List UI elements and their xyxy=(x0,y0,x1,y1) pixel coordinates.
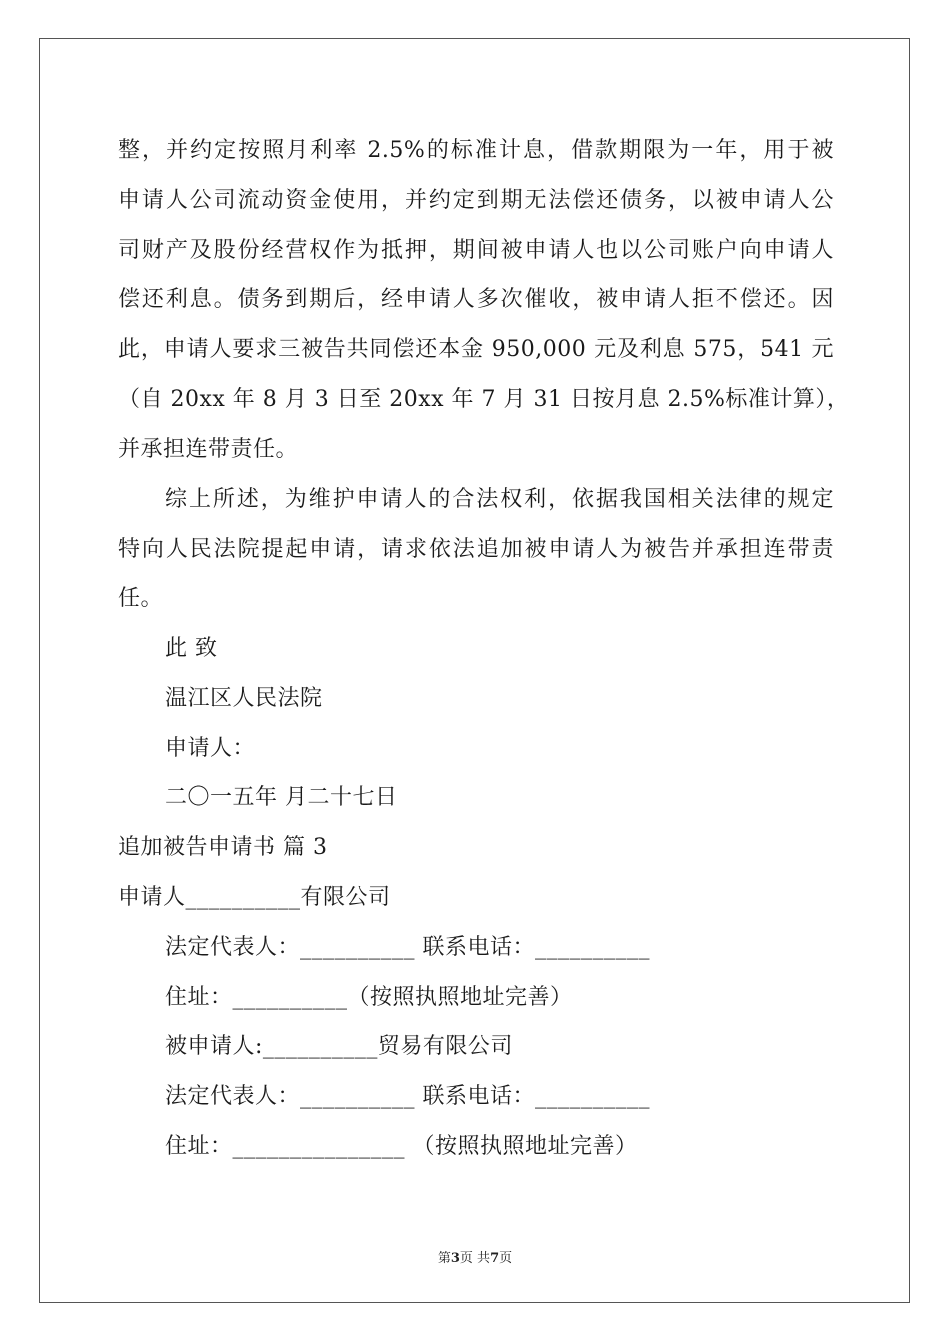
body-line: 司财产及股份经营权作为抵押，期间被申请人也以公司账户向申请人 xyxy=(118,238,834,263)
applicant-address-field: 住址：__________（按照执照地址完善） xyxy=(165,985,573,1010)
page-footer xyxy=(0,1247,950,1266)
body-line: （自 20xx 年 8 月 3 日至 20xx 年 7 月 31 日按月息 2.5%标准计算）， xyxy=(118,387,850,412)
respondent-representative-field: 法定代表人：__________ 联系电话：__________ xyxy=(165,1084,650,1109)
footer-prefix: 第 xyxy=(437,1251,451,1266)
court-name: 温江区人民法院 xyxy=(165,686,323,711)
conclusion-line: 特向人民法院提起申请，请求依法追加被申请人为被告并承担连带责 xyxy=(118,537,834,562)
page-border xyxy=(39,38,910,1303)
conclusion-line: 综上所述，为维护申请人的合法权利，依据我国相关法律的规定 xyxy=(165,487,834,512)
body-line: 偿还利息。债务到期后，经申请人多次催收，被申请人拒不偿还。因 xyxy=(118,287,834,312)
conclusion-line: 任。 xyxy=(118,586,164,611)
body-line: 此，申请人要求三被告共同偿还本金 950,000 元及利息 575，541 元 xyxy=(118,337,834,362)
body-line: 并承担连带责任。 xyxy=(118,437,299,462)
section-title: 追加被告申请书 篇 3 xyxy=(118,835,328,860)
footer-mid: 页 共 xyxy=(459,1251,491,1266)
applicant-company-field: 申请人__________有限公司 xyxy=(118,885,391,910)
applicant-representative-field: 法定代表人：__________ 联系电话：__________ xyxy=(165,935,650,960)
respondent-address-field: 住址：_______________ （按照执照地址完善） xyxy=(165,1134,638,1159)
body-line: 申请人公司流动资金使用，并约定到期无法偿还债务，以被申请人公 xyxy=(118,188,834,213)
applicant-signature: 申请人： xyxy=(165,736,256,761)
footer-suffix: 页 xyxy=(499,1251,513,1266)
current-page-number: 3 xyxy=(450,1251,460,1266)
document-date: 二〇一五年 月二十七日 xyxy=(165,785,398,810)
salutation: 此 致 xyxy=(165,636,218,661)
total-page-number: 7 xyxy=(490,1251,500,1266)
body-line: 整，并约定按照月利率 2.5%的标准计息，借款期限为一年，用于被 xyxy=(118,138,834,163)
respondent-company-field: 被申请人:__________贸易有限公司 xyxy=(165,1034,513,1059)
